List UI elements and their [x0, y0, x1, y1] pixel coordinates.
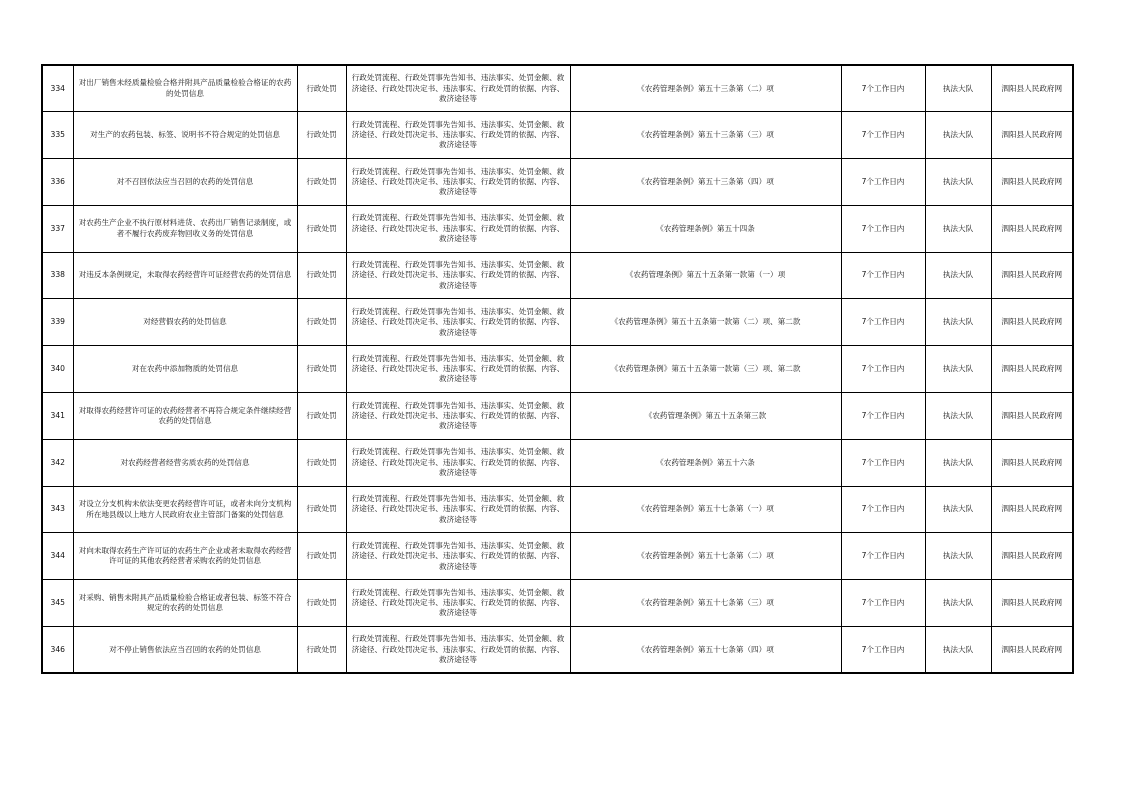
item-name: 对取得农药经营许可证的农药经营者不再符合规定条件继续经营农药的处罚信息: [73, 393, 297, 440]
item-category: 行政处罚: [297, 439, 346, 486]
item-category: 行政处罚: [297, 65, 346, 112]
legal-basis: 《农药管理条例》第五十七条第（三）项: [570, 580, 841, 627]
legal-basis: 《农药管理条例》第五十三条第（二）项: [570, 65, 841, 112]
item-name: 对不召回依法应当召回的农药的处罚信息: [73, 159, 297, 206]
item-category: 行政处罚: [297, 580, 346, 627]
disclosure-content: 行政处罚流程、行政处罚事先告知书、违法事实、处罚金额、救济途径、行政处罚决定书、违法事实、行政处罚的依据、内容、救济途径等: [346, 533, 570, 580]
disclosure-deadline: 7个工作日内: [841, 627, 925, 674]
table-row: [42, 533, 1073, 580]
disclosure-deadline: 7个工作日内: [841, 580, 925, 627]
table-row: [42, 346, 1073, 393]
disclosure-channel: 泗阳县人民政府网: [991, 112, 1073, 159]
disclosure-deadline: 7个工作日内: [841, 205, 925, 252]
disclosure-content: 行政处罚流程、行政处罚事先告知书、违法事实、处罚金额、救济途径、行政处罚决定书、违法事实、行政处罚的依据、内容、救济途径等: [346, 252, 570, 299]
responsible-unit: 执法大队: [925, 252, 991, 299]
responsible-unit: 执法大队: [925, 112, 991, 159]
item-category: 行政处罚: [297, 159, 346, 206]
disclosure-deadline: 7个工作日内: [841, 65, 925, 112]
table-row: [42, 252, 1073, 299]
item-category: 行政处罚: [297, 205, 346, 252]
row-number: 339: [42, 299, 73, 346]
row-number: 337: [42, 205, 73, 252]
item-name: 对采购、销售未附具产品质量检验合格证或者包装、标签不符合规定的农药的处罚信息: [73, 580, 297, 627]
item-category: 行政处罚: [297, 627, 346, 674]
disclosure-channel: 泗阳县人民政府网: [991, 580, 1073, 627]
item-name: 对设立分支机构未依法变更农药经营许可证，或者未向分支机构所在地县级以上地方人民政府农业主管部门备案的处罚信息: [73, 486, 297, 533]
item-name: 对农药生产企业不执行原材料进货、农药出厂销售记录制度，或者不履行农药废弃物回收义务的处罚信息: [73, 205, 297, 252]
disclosure-content: 行政处罚流程、行政处罚事先告知书、违法事实、处罚金额、救济途径、行政处罚决定书、违法事实、行政处罚的依据、内容、救济途径等: [346, 299, 570, 346]
disclosure-content: 行政处罚流程、行政处罚事先告知书、违法事实、处罚金额、救济途径、行政处罚决定书、违法事实、行政处罚的依据、内容、救济途径等: [346, 486, 570, 533]
disclosure-channel: 泗阳县人民政府网: [991, 533, 1073, 580]
item-category: 行政处罚: [297, 252, 346, 299]
responsible-unit: 执法大队: [925, 205, 991, 252]
row-number: 345: [42, 580, 73, 627]
item-category: 行政处罚: [297, 112, 346, 159]
table-row: [42, 486, 1073, 533]
legal-basis: 《农药管理条例》第五十四条: [570, 205, 841, 252]
item-name: 对出厂销售未经质量检验合格并附具产品质量检验合格证的农药的处罚信息: [73, 65, 297, 112]
disclosure-content: 行政处罚流程、行政处罚事先告知书、违法事实、处罚金额、救济途径、行政处罚决定书、违法事实、行政处罚的依据、内容、救济途径等: [346, 159, 570, 206]
responsible-unit: 执法大队: [925, 393, 991, 440]
row-number: 334: [42, 65, 73, 112]
disclosure-content: 行政处罚流程、行政处罚事先告知书、违法事实、处罚金额、救济途径、行政处罚决定书、违法事实、行政处罚的依据、内容、救济途径等: [346, 346, 570, 393]
row-number: 338: [42, 252, 73, 299]
disclosure-deadline: 7个工作日内: [841, 252, 925, 299]
row-number: 342: [42, 439, 73, 486]
responsible-unit: 执法大队: [925, 439, 991, 486]
disclosure-channel: 泗阳县人民政府网: [991, 393, 1073, 440]
responsible-unit: 执法大队: [925, 159, 991, 206]
disclosure-content: 行政处罚流程、行政处罚事先告知书、违法事实、处罚金额、救济途径、行政处罚决定书、违法事实、行政处罚的依据、内容、救济途径等: [346, 205, 570, 252]
legal-basis: 《农药管理条例》第五十五条第一款第（二）项、第二款: [570, 299, 841, 346]
disclosure-content: 行政处罚流程、行政处罚事先告知书、违法事实、处罚金额、救济途径、行政处罚决定书、违法事实、行政处罚的依据、内容、救济途径等: [346, 439, 570, 486]
table-row: [42, 580, 1073, 627]
disclosure-deadline: 7个工作日内: [841, 393, 925, 440]
disclosure-channel: 泗阳县人民政府网: [991, 627, 1073, 674]
legal-basis: 《农药管理条例》第五十五条第一款第（三）项、第二款: [570, 346, 841, 393]
row-number: 346: [42, 627, 73, 674]
responsible-unit: 执法大队: [925, 580, 991, 627]
responsible-unit: 执法大队: [925, 533, 991, 580]
table-row: [42, 65, 1073, 112]
disclosure-content: 行政处罚流程、行政处罚事先告知书、违法事实、处罚金额、救济途径、行政处罚决定书、违法事实、行政处罚的依据、内容、救济途径等: [346, 393, 570, 440]
disclosure-channel: 泗阳县人民政府网: [991, 65, 1073, 112]
item-category: 行政处罚: [297, 393, 346, 440]
disclosure-deadline: 7个工作日内: [841, 439, 925, 486]
disclosure-content: 行政处罚流程、行政处罚事先告知书、违法事实、处罚金额、救济途径、行政处罚决定书、违法事实、行政处罚的依据、内容、救济途径等: [346, 627, 570, 674]
item-name: 对农药经营者经营劣质农药的处罚信息: [73, 439, 297, 486]
item-name: 对违反本条例规定，未取得农药经营许可证经营农药的处罚信息: [73, 252, 297, 299]
disclosure-content: 行政处罚流程、行政处罚事先告知书、违法事实、处罚金额、救济途径、行政处罚决定书、违法事实、行政处罚的依据、内容、救济途径等: [346, 65, 570, 112]
table-row: [42, 393, 1073, 440]
item-category: 行政处罚: [297, 533, 346, 580]
row-number: 343: [42, 486, 73, 533]
item-name: 对生产的农药包装、标签、说明书不符合规定的处罚信息: [73, 112, 297, 159]
legal-basis: 《农药管理条例》第五十七条第（四）项: [570, 627, 841, 674]
disclosure-channel: 泗阳县人民政府网: [991, 205, 1073, 252]
legal-basis: 《农药管理条例》第五十六条: [570, 439, 841, 486]
table-row: [42, 627, 1073, 674]
legal-basis: 《农药管理条例》第五十五条第一款第（一）项: [570, 252, 841, 299]
disclosure-channel: 泗阳县人民政府网: [991, 346, 1073, 393]
legal-basis: 《农药管理条例》第五十三条第（三）项: [570, 112, 841, 159]
row-number: 336: [42, 159, 73, 206]
disclosure-channel: 泗阳县人民政府网: [991, 439, 1073, 486]
disclosure-deadline: 7个工作日内: [841, 486, 925, 533]
disclosure-channel: 泗阳县人民政府网: [991, 159, 1073, 206]
table-row: [42, 112, 1073, 159]
disclosure-deadline: 7个工作日内: [841, 533, 925, 580]
item-name: 对在农药中添加物质的处罚信息: [73, 346, 297, 393]
disclosure-content: 行政处罚流程、行政处罚事先告知书、违法事实、处罚金额、救济途径、行政处罚决定书、违法事实、行政处罚的依据、内容、救济途径等: [346, 580, 570, 627]
disclosure-channel: 泗阳县人民政府网: [991, 252, 1073, 299]
legal-basis: 《农药管理条例》第五十五条第三款: [570, 393, 841, 440]
disclosure-content: 行政处罚流程、行政处罚事先告知书、违法事实、处罚金额、救济途径、行政处罚决定书、违法事实、行政处罚的依据、内容、救济途径等: [346, 112, 570, 159]
table-row: [42, 439, 1073, 486]
responsible-unit: 执法大队: [925, 346, 991, 393]
responsible-unit: 执法大队: [925, 65, 991, 112]
responsible-unit: 执法大队: [925, 627, 991, 674]
legal-basis: 《农药管理条例》第五十三条第（四）项: [570, 159, 841, 206]
table-row: [42, 159, 1073, 206]
item-category: 行政处罚: [297, 346, 346, 393]
row-number: 341: [42, 393, 73, 440]
disclosure-deadline: 7个工作日内: [841, 299, 925, 346]
row-number: 344: [42, 533, 73, 580]
disclosure-deadline: 7个工作日内: [841, 159, 925, 206]
row-number: 340: [42, 346, 73, 393]
disclosure-channel: 泗阳县人民政府网: [991, 486, 1073, 533]
table-row: [42, 299, 1073, 346]
item-category: 行政处罚: [297, 486, 346, 533]
disclosure-deadline: 7个工作日内: [841, 112, 925, 159]
responsible-unit: 执法大队: [925, 486, 991, 533]
item-name: 对向未取得农药生产许可证的农药生产企业或者未取得农药经营许可证的其他农药经营者采购农药的处罚信息: [73, 533, 297, 580]
row-number: 335: [42, 112, 73, 159]
legal-basis: 《农药管理条例》第五十七条第（一）项: [570, 486, 841, 533]
legal-basis: 《农药管理条例》第五十七条第（二）项: [570, 533, 841, 580]
disclosure-channel: 泗阳县人民政府网: [991, 299, 1073, 346]
item-category: 行政处罚: [297, 299, 346, 346]
responsible-unit: 执法大队: [925, 299, 991, 346]
table-row: [42, 205, 1073, 252]
disclosure-deadline: 7个工作日内: [841, 346, 925, 393]
item-name: 对经营假农药的处罚信息: [73, 299, 297, 346]
disclosure-table: [41, 64, 1074, 674]
item-name: 对不停止销售依法应当召回的农药的处罚信息: [73, 627, 297, 674]
